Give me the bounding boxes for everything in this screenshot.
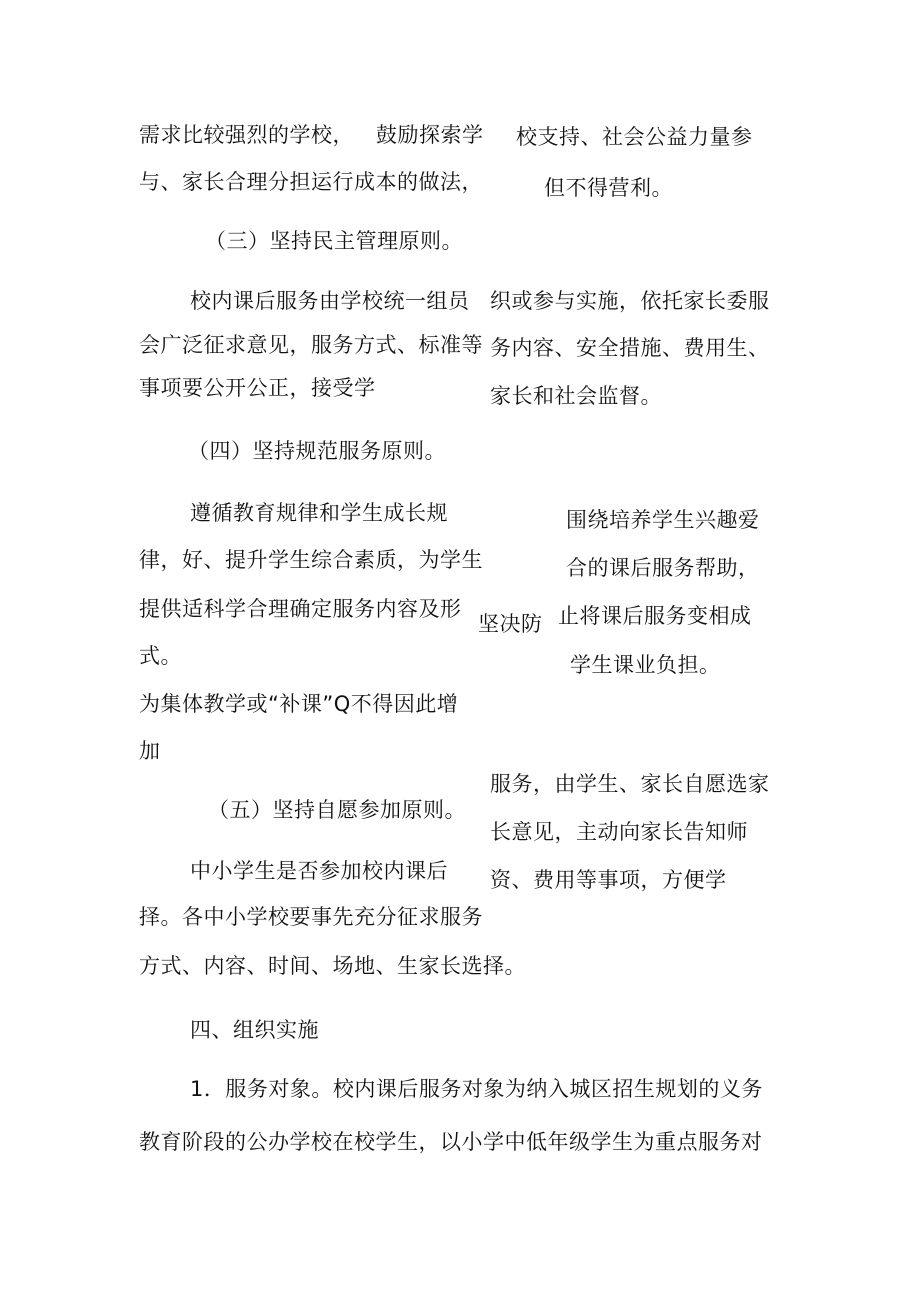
- text-line: 坚决防: [478, 612, 543, 636]
- text-line: 1．服务对象。校内课后服务对象为纳入城区招生规划的义务: [190, 1077, 763, 1101]
- text-line: 方式、内容、时间、场地、生家长选择。: [139, 954, 526, 978]
- section-heading: 四、组织实施: [190, 1018, 319, 1042]
- text-line: 与、家长合理分担运行成本的做法，: [139, 170, 483, 194]
- section-heading: （四）坚持规范服务原则。: [188, 439, 446, 463]
- text-line: 但不得营利。: [544, 176, 673, 200]
- text-line: 为集体教学或“补课”Q不得因此增: [139, 692, 459, 716]
- text-line: 资、费用等事项，方便学: [490, 868, 727, 892]
- text-line: 会广泛征求意见，服务方式、标准等: [139, 333, 483, 357]
- text-line: 遵循教育规律和学生成长规: [190, 501, 448, 525]
- text-line: 务内容、安全措施、费用生、: [490, 336, 770, 360]
- text-line: 合的课后服务帮助，: [566, 556, 760, 580]
- text-line: 服务，由学生、家长自愿选家: [490, 772, 770, 796]
- section-heading: （五）坚持自愿参加原则。: [208, 798, 466, 822]
- text-line: 律，好、提升学生综合素质，为学生: [139, 548, 483, 572]
- text-line: 事项要公开公正，接受学: [139, 376, 376, 400]
- text-line: 学生课业负担。: [570, 653, 721, 677]
- text-line: 家长和社会监督。: [490, 384, 662, 408]
- text-line: 提供适科学合理确定服务内容及形: [139, 597, 462, 621]
- text-line: 鼓励探索学: [376, 123, 484, 147]
- text-line: 长意见，主动向家长告知师: [490, 820, 748, 844]
- text-line: 择。各中小学校要事先充分征求服务: [139, 905, 483, 929]
- text-line: 中小学生是否参加校内课后: [190, 859, 448, 883]
- text-line: 需求比较强烈的学校，: [139, 123, 354, 147]
- section-heading: （三）坚持民主管理原则。: [205, 229, 463, 253]
- text-line: 围绕培养学生兴趣爱: [566, 508, 760, 532]
- text-line: 教育阶段的公办学校在校学生，以小学中低年级学生为重点服务对: [139, 1130, 763, 1154]
- text-line: 止将课后服务变相成: [558, 604, 752, 628]
- text-line: 校支持、社会公益力量参: [516, 125, 753, 149]
- text-line: 校内课后服务由学校统一组员: [190, 289, 470, 313]
- text-line: 式。: [139, 644, 182, 668]
- text-line: 织或参与实施，依托家长委服: [490, 289, 770, 313]
- text-line: 加: [139, 739, 161, 763]
